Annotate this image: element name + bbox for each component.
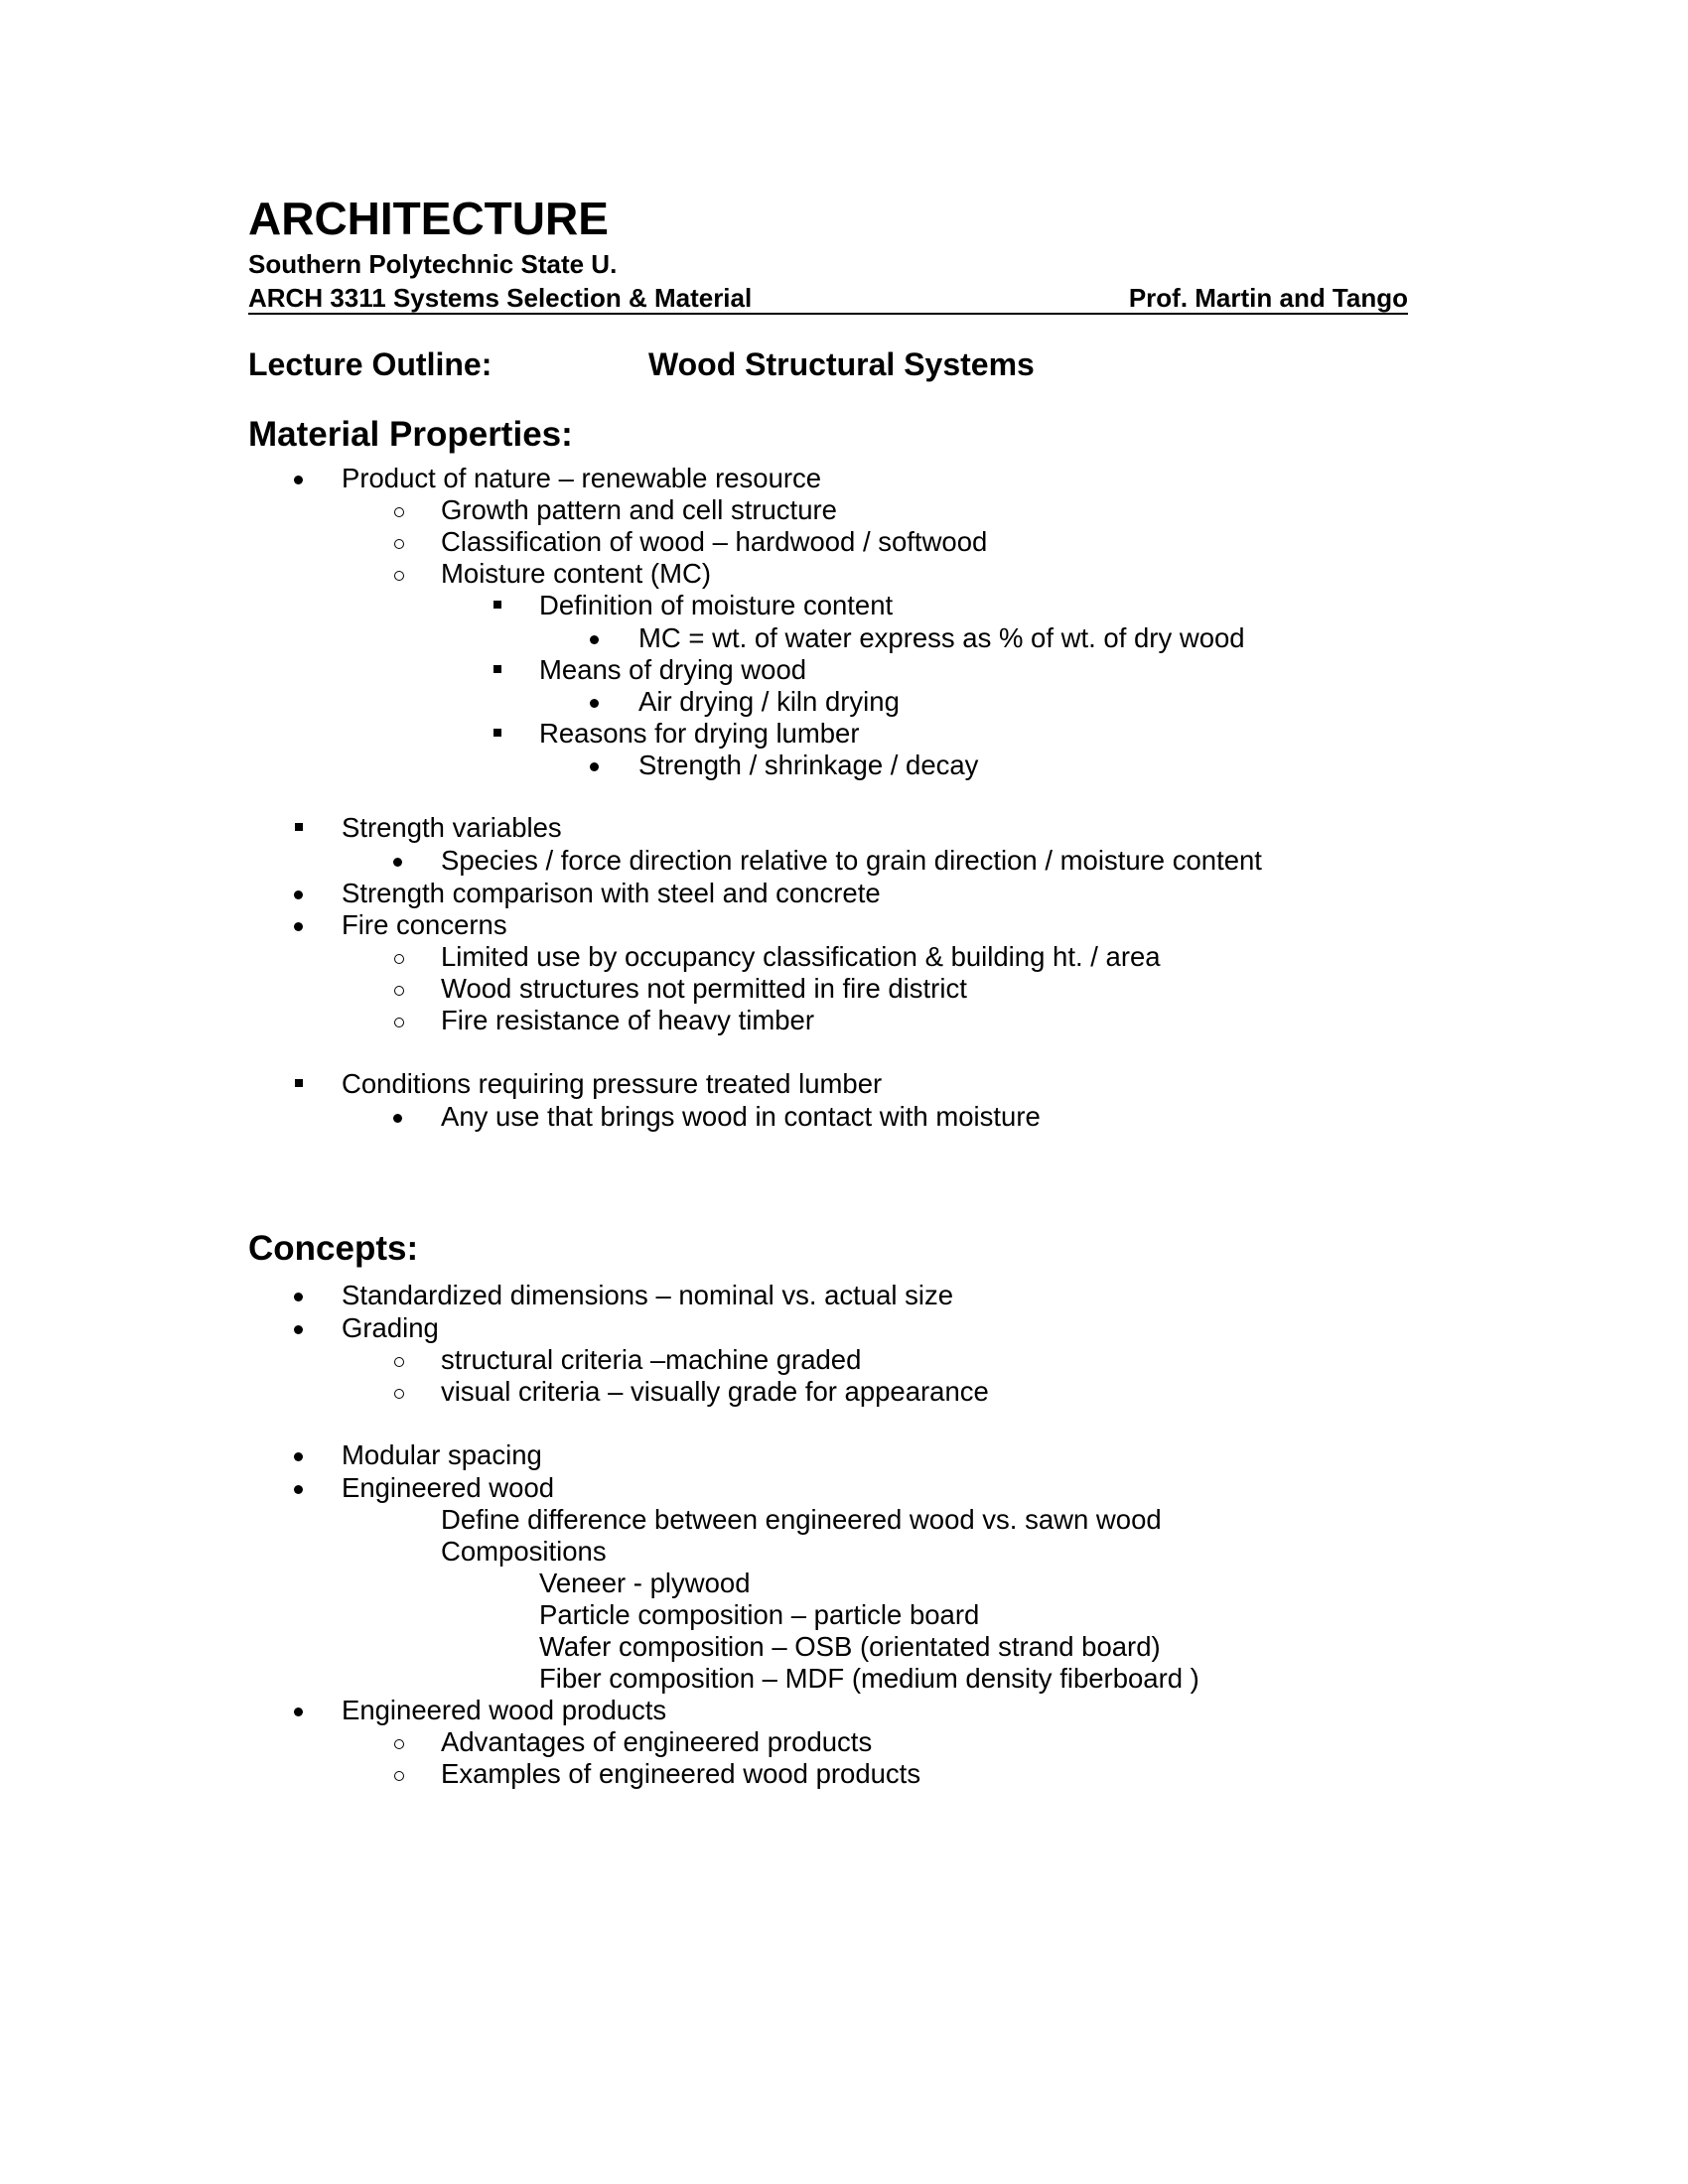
list-item: Limited use by occupancy classification & building ht. / area <box>441 941 1161 972</box>
bullet-circle-icon <box>394 954 404 964</box>
course-header-row <box>248 283 1408 315</box>
list-item: Modular spacing <box>342 1439 542 1470</box>
bullet-circle-icon <box>394 507 404 517</box>
list-item: Engineered wood <box>342 1472 555 1503</box>
bullet-dot-icon <box>294 890 303 899</box>
list-item: Compositions <box>441 1536 607 1567</box>
list-item: Particle composition – particle board <box>539 1599 980 1630</box>
list-item: Veneer - plywood <box>539 1568 751 1598</box>
bullet-square-icon <box>493 729 501 737</box>
course-name: ARCH 3311 Systems Selection & Material <box>248 283 753 313</box>
list-item: visual criteria – visually grade for appearance <box>441 1376 989 1407</box>
list-item: Reasons for drying lumber <box>539 718 860 749</box>
list-item: Conditions requiring pressure treated lumber <box>342 1068 883 1099</box>
list-item: Advantages of engineered products <box>441 1726 873 1757</box>
bullet-dot-icon <box>294 1707 303 1716</box>
list-item: Engineered wood products <box>342 1695 667 1725</box>
list-item: Strength comparison with steel and concrete <box>342 878 881 908</box>
school-name: Southern Polytechnic State U. <box>248 249 618 279</box>
bullet-circle-icon <box>394 571 404 581</box>
bullet-square-icon <box>493 601 501 609</box>
bullet-dot-icon <box>393 858 402 867</box>
material-properties-heading: Material Properties: <box>248 415 573 454</box>
list-item: Fiber composition – MDF (medium density fiberboard ) <box>539 1663 1199 1694</box>
bullet-circle-icon <box>394 1389 404 1399</box>
bullet-dot-icon <box>590 635 599 644</box>
list-item: Product of nature – renewable resource <box>342 463 822 493</box>
list-item: Define difference between engineered wood vs. sawn wood <box>441 1504 1162 1535</box>
list-item: Species / force direction relative to grain direction / moisture content <box>441 845 1262 876</box>
list-item: Grading <box>342 1312 439 1343</box>
bullet-dot-icon <box>294 922 303 931</box>
list-item: Means of drying wood <box>539 654 807 685</box>
list-item: Wood structures not permitted in fire district <box>441 973 967 1004</box>
bullet-square-icon <box>295 1079 303 1087</box>
bullet-dot-icon <box>294 476 303 484</box>
list-item: Definition of moisture content <box>539 590 894 620</box>
list-item: structural criteria –machine graded <box>441 1344 862 1375</box>
list-item: MC = wt. of water express as % of wt. of dry wood <box>638 622 1245 653</box>
list-item: Fire resistance of heavy timber <box>441 1005 814 1035</box>
list-item: Moisture content (MC) <box>441 558 712 589</box>
list-item: Growth pattern and cell structure <box>441 494 837 525</box>
lecture-outline-label: Lecture Outline: <box>248 346 492 382</box>
bullet-square-icon <box>295 823 303 831</box>
bullet-circle-icon <box>394 1018 404 1027</box>
list-item: Wafer composition – OSB (orientated strand board) <box>539 1631 1161 1662</box>
bullet-dot-icon <box>590 699 599 708</box>
bullet-circle-icon <box>394 539 404 549</box>
bullet-dot-icon <box>590 762 599 771</box>
professors: Prof. Martin and Tango <box>1128 283 1408 313</box>
bullet-square-icon <box>493 665 501 673</box>
concepts-heading: Concepts: <box>248 1229 419 1268</box>
document-title: ARCHITECTURE <box>248 193 609 244</box>
bullet-dot-icon <box>294 1452 303 1461</box>
list-item: Strength variables <box>342 812 562 843</box>
list-item: Examples of engineered wood products <box>441 1758 921 1789</box>
list-item: Fire concerns <box>342 909 507 940</box>
bullet-dot-icon <box>294 1485 303 1494</box>
bullet-dot-icon <box>294 1293 303 1301</box>
bullet-circle-icon <box>394 1771 404 1781</box>
lecture-topic: Wood Structural Systems <box>648 346 1035 382</box>
list-item: Standardized dimensions – nominal vs. actual size <box>342 1280 954 1310</box>
bullet-dot-icon <box>393 1114 402 1123</box>
list-item: Classification of wood – hardwood / softwood <box>441 526 988 557</box>
list-item: Any use that brings wood in contact with moisture <box>441 1101 1041 1132</box>
bullet-circle-icon <box>394 1739 404 1749</box>
bullet-circle-icon <box>394 1357 404 1367</box>
list-item: Air drying / kiln drying <box>638 686 900 717</box>
list-item: Strength / shrinkage / decay <box>638 750 979 780</box>
bullet-dot-icon <box>294 1325 303 1334</box>
bullet-circle-icon <box>394 986 404 996</box>
